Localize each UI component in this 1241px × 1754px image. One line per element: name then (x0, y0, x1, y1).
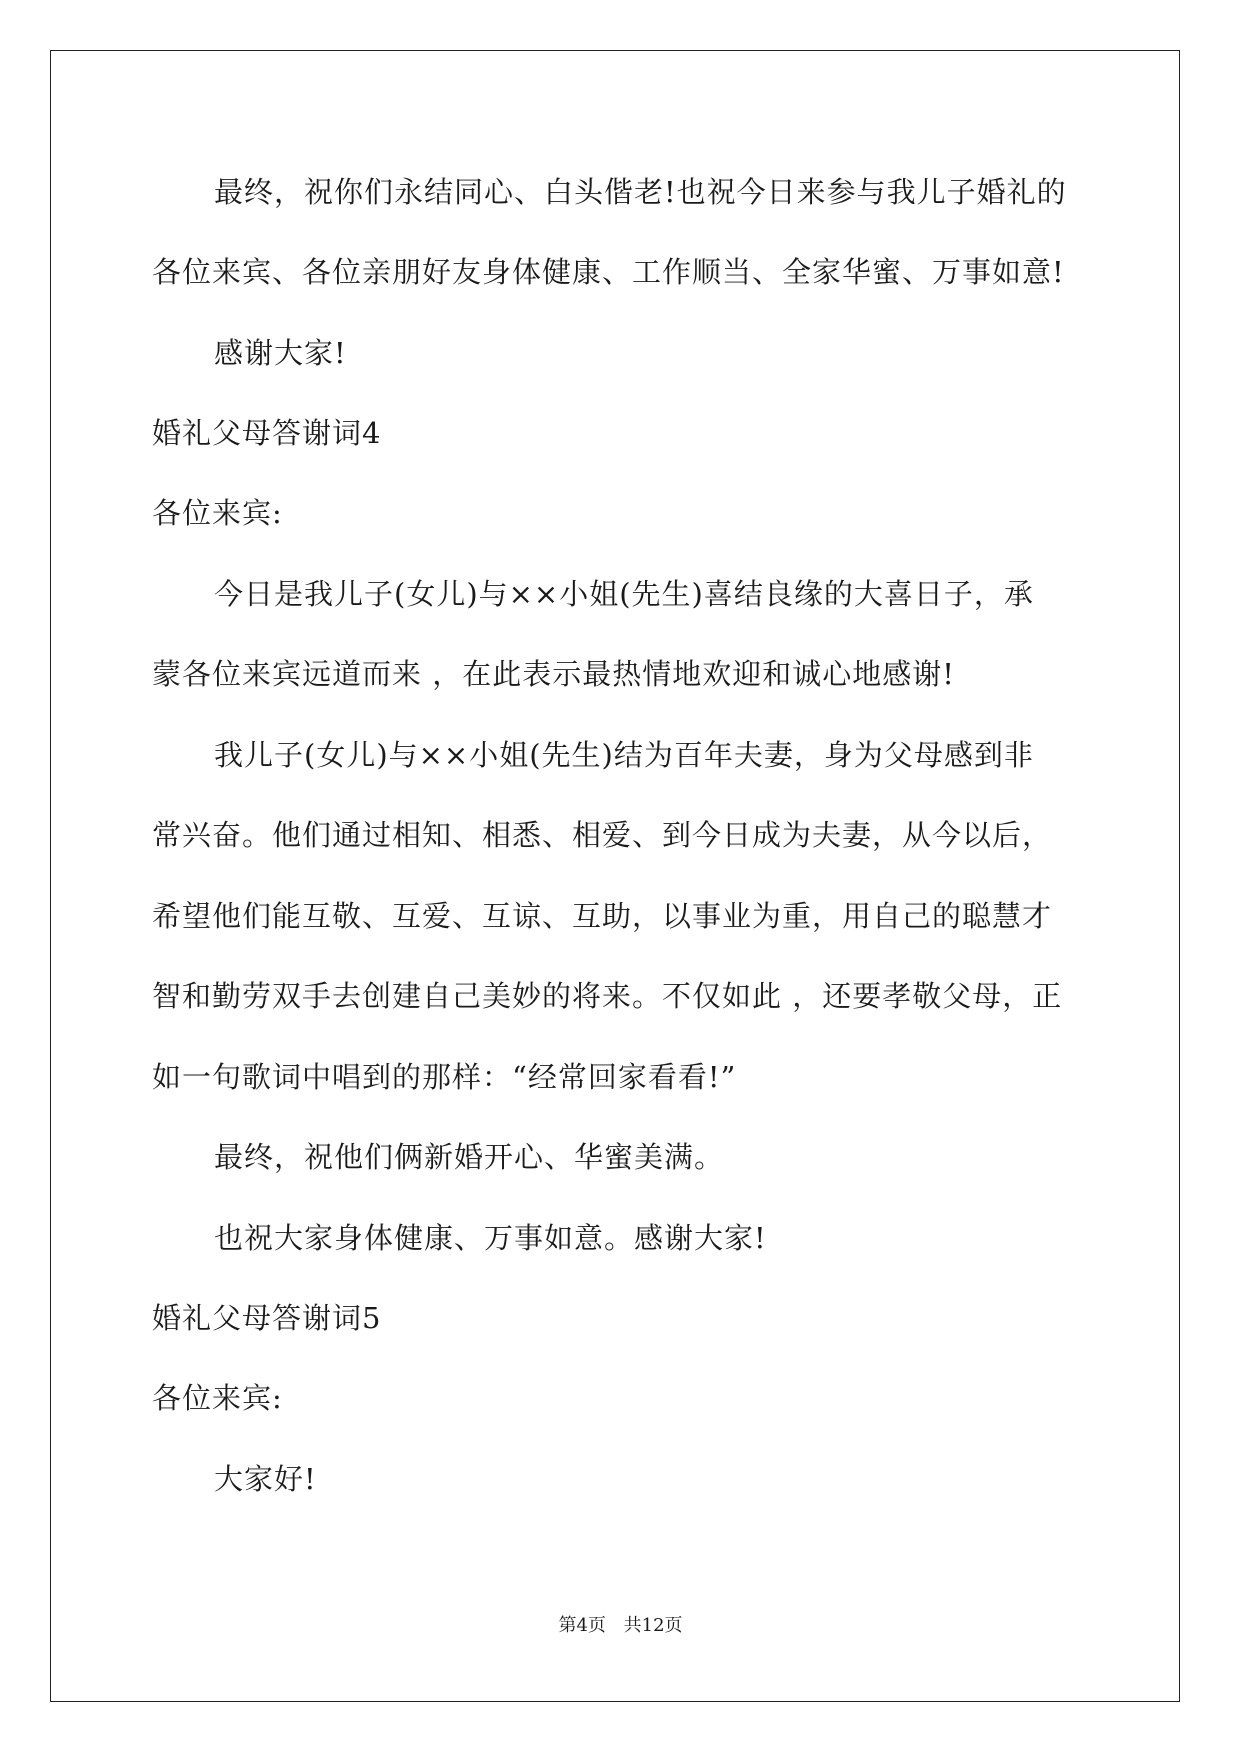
page-total: 共12页 (623, 1615, 683, 1636)
paragraph-line: 今日是我儿子(女儿)与××小姐(先生)喜结良缘的大喜日子，承 (214, 577, 1034, 611)
paragraph-line: 大家好! (214, 1462, 317, 1496)
paragraph-line: 感谢大家! (214, 336, 347, 370)
salutation: 各位来宾: (152, 1381, 283, 1415)
paragraph-line: 也祝大家身体健康、万事如意。感谢大家! (214, 1221, 767, 1255)
page-footer (0, 1614, 1241, 1638)
page-number: 第4页 (558, 1615, 606, 1636)
section-heading: 婚礼父母答谢词4 (152, 416, 382, 450)
paragraph-line: 最终，祝他们俩新婚开心、华蜜美满。 (214, 1140, 725, 1174)
paragraph-line: 各位来宾、各位亲朋好友身体健康、工作顺当、全家华蜜、万事如意! (152, 255, 1065, 289)
section-heading: 婚礼父母答谢词5 (152, 1301, 382, 1335)
page-frame (50, 50, 1180, 1702)
salutation: 各位来宾: (152, 496, 283, 530)
paragraph-line: 希望他们能互敬、互爱、互谅、互助，以事业为重，用自己的聪慧才 (152, 899, 1053, 933)
paragraph-line: 最终，祝你们永结同心、白头偕老!也祝今日来参与我儿子婚礼的 (214, 175, 1067, 209)
paragraph-line: 我儿子(女儿)与××小姐(先生)结为百年夫妻，身为父母感到非 (214, 738, 1034, 772)
paragraph-line: 蒙各位来宾远道而来 ，在此表示最热情地欢迎和诚心地感谢! (152, 657, 955, 691)
paragraph-line: 如一句歌词中唱到的那样：“经常回家看看!” (152, 1060, 737, 1094)
paragraph-line: 智和勤劳双手去创建自己美妙的将来。不仅如此 ，还要孝敬父母，正 (152, 979, 1063, 1013)
paragraph-line: 常兴奋。他们通过相知、相悉、相爱、到今日成为夫妻，从今以后， (152, 818, 1053, 852)
